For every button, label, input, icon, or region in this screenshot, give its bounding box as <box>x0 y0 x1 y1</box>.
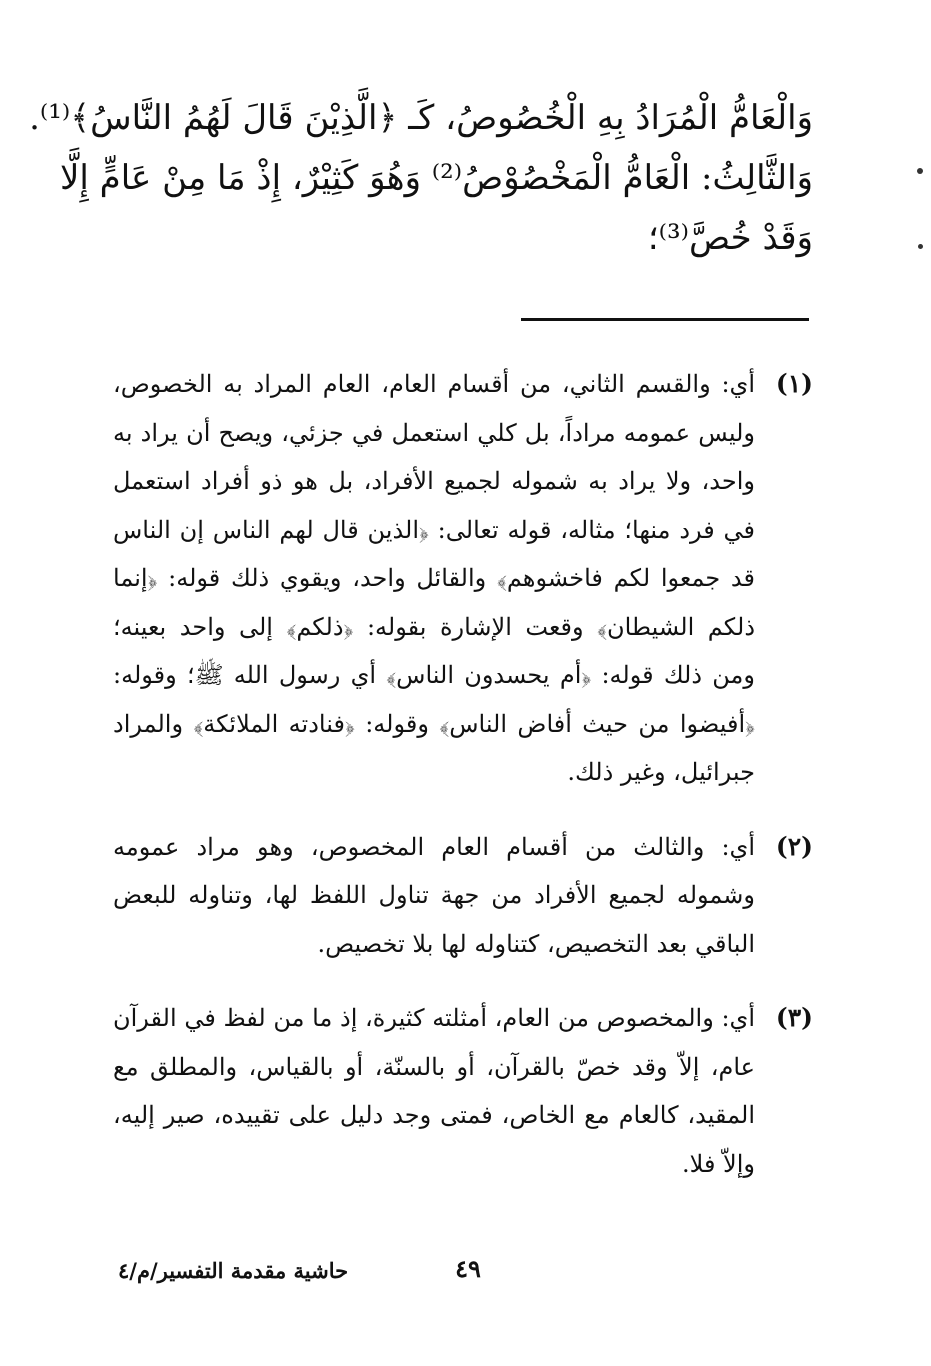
footnote-text: أي: والقسم الثاني، من أقسام العام، العام المراد به الخصوص، وليس عمومه مراداً، بل كلي استعمل في جزئي، ويصح أن يراد به واحد، ولا يراد به شموله لجميع الأفراد، بل هو ذو أفراد استعمل في فرد منها؛ مثاله، قوله تعالى: ﴿الذين قال لهم الناس إن الناس قد جمعوا لكم فاخشوهم﴾ والقائل واحد، ويقوي ذلك قوله: ﴿إنما ذلكم الشيطان﴾ وقعت الإشارة بقوله: ﴿ذلكم﴾ إلى واحد بعينه؛ ومن ذلك قوله: ﴿أم يحسدون الناس﴾ أي رسول الله ﷺ؛ وقوله: ﴿أفيضوا من حيث أفاض الناس﴾ وقوله: ﴿فنادته الملائكة﴾ والمراد جبرائيل، وغير ذلك. <box>113 370 755 786</box>
footnotes-section <box>113 360 813 1214</box>
footnote-number: (٣) <box>775 1003 813 1032</box>
margin-mark-bottom <box>918 244 923 249</box>
footnote-number: (٢) <box>775 831 813 861</box>
footnote-number: (١) <box>775 369 813 398</box>
margin-mark-top <box>917 168 923 174</box>
page-number: ٤٩ <box>455 1254 481 1283</box>
main-text-line: وَالْعَامُّ الْمُرَادُ بِهِ الْخُصُوصُ، كَـ ﴿الَّذِيْنَ قَالَ لَهُمُ النَّاسُ﴾⁽¹⁾. <box>29 98 813 138</box>
main-text-block <box>29 88 813 268</box>
footnote-separator <box>521 318 809 321</box>
main-text-line: وَقَدْ خُصَّ⁽³⁾؛ <box>647 218 813 258</box>
footnote-3 <box>113 994 813 1188</box>
footnote-text: أي: والثالث من أقسام العام المخصوص، وهو مراد عمومه وشموله لجميع الأفراد من جهة تناول اللفظ لها، وتناوله للبعض الباقي بعد التخصيص، كتناوله لها بلا تخصيص. <box>113 832 755 958</box>
footnote-2 <box>113 823 813 969</box>
footnote-text: أي: والمخصوص من العام، أمثلته كثيرة، إذ ما من لفظ في القرآن عام، إلاّ وقد خصّ بالقرآن، أو بالسنّة، أو بالقياس، والمطلق مع المقيد، كالعام مع الخاص، فمتى وجد دليل على تقييده، صير إليه، وإلاّ فلا. <box>113 1004 755 1178</box>
main-text-line: وَالثَّالِثُ: الْعَامُّ الْمَخْصُوْصُ⁽²⁾ وَهُوَ كَثِيْرٌ، إِذْ مَا مِنْ عَامٍّ إِلَّا <box>60 158 813 198</box>
page-footer <box>0 1254 931 1294</box>
running-footer-title: حاشية مقدمة التفسير/م/٤ <box>118 1258 349 1283</box>
footnote-1 <box>113 360 813 797</box>
